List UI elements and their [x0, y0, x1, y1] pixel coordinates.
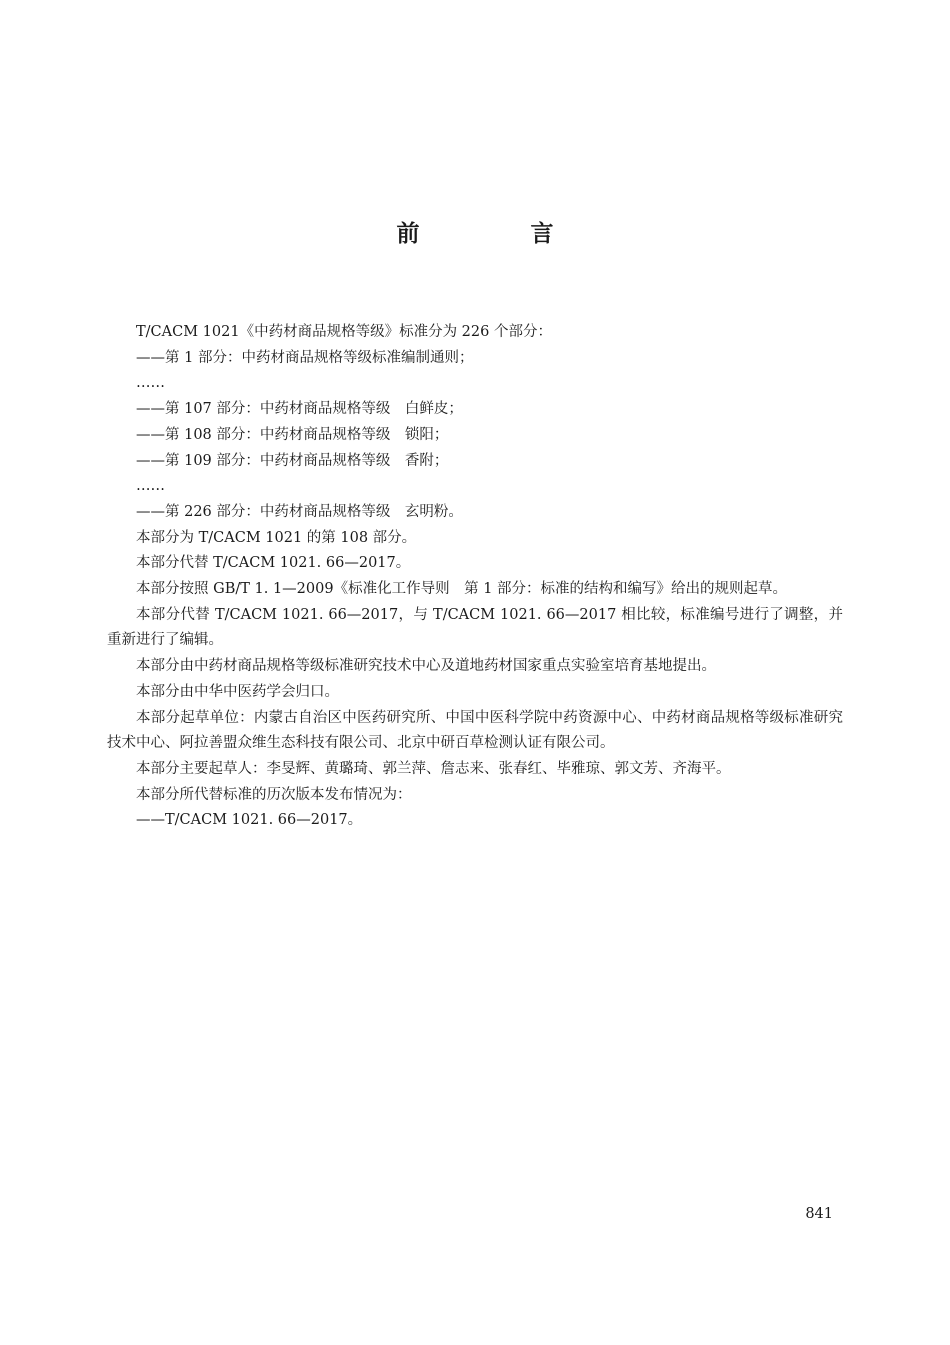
paragraph: …… — [136, 478, 165, 495]
paragraph: 本部分按照 GB/T 1. 1—2009《标准化工作导则 第 1 部分：标准的结构和编写》给出的规则起草。 — [136, 581, 788, 598]
paragraph: ——第 226 部分：中药材商品规格等级 玄明粉。 — [136, 503, 463, 520]
paragraph: 本部分由中药材商品规格等级标准研究技术中心及道地药材国家重点实验室培育基地提出。 — [136, 658, 716, 675]
body-text — [107, 320, 843, 834]
paragraph: ——T/CACM 1021. 66—2017。 — [136, 812, 363, 829]
paragraph: ——第 109 部分：中药材商品规格等级 香附； — [136, 452, 449, 469]
paragraph: T/CACM 1021《中药材商品规格等级》标准分为 226 个部分： — [136, 324, 552, 340]
paragraph: 本部分为 T/CACM 1021 的第 108 部分。 — [136, 529, 417, 546]
page-title: 前 言 — [396, 221, 598, 247]
paragraph: ——第 107 部分：中药材商品规格等级 白鲜皮； — [136, 401, 463, 418]
paragraph: 本部分所代替标准的历次版本发布情况为： — [136, 786, 412, 803]
page-number: 841 — [805, 1206, 833, 1222]
paragraph: ——第 1 部分：中药材商品规格等级标准编制通则； — [136, 349, 474, 366]
paragraph: 本部分代替 T/CACM 1021. 66—2017。 — [136, 555, 411, 572]
paragraph: 本部分起草单位：内蒙古自治区中医药研究所、中国中医科学院中药资源中心、中药材商品规格等级标准研究技术中心、阿拉善盟众维生态科技有限公司、北京中研百草检测认证有限公司。 — [107, 709, 843, 752]
paragraph: …… — [136, 375, 165, 392]
paragraph: 本部分主要起草人：李旻辉、黄璐琦、郭兰萍、詹志来、张春红、毕雅琼、郭文芳、齐海平。 — [136, 760, 731, 777]
paragraph: 本部分代替 T/CACM 1021. 66—2017，与 T/CACM 1021. 66—2017 相比较，标准编号进行了调整，并重新进行了编辑。 — [107, 606, 843, 649]
paragraph: 本部分由中华中医药学会归口。 — [136, 683, 339, 700]
paragraph: ——第 108 部分：中药材商品规格等级 锁阳； — [136, 426, 449, 443]
